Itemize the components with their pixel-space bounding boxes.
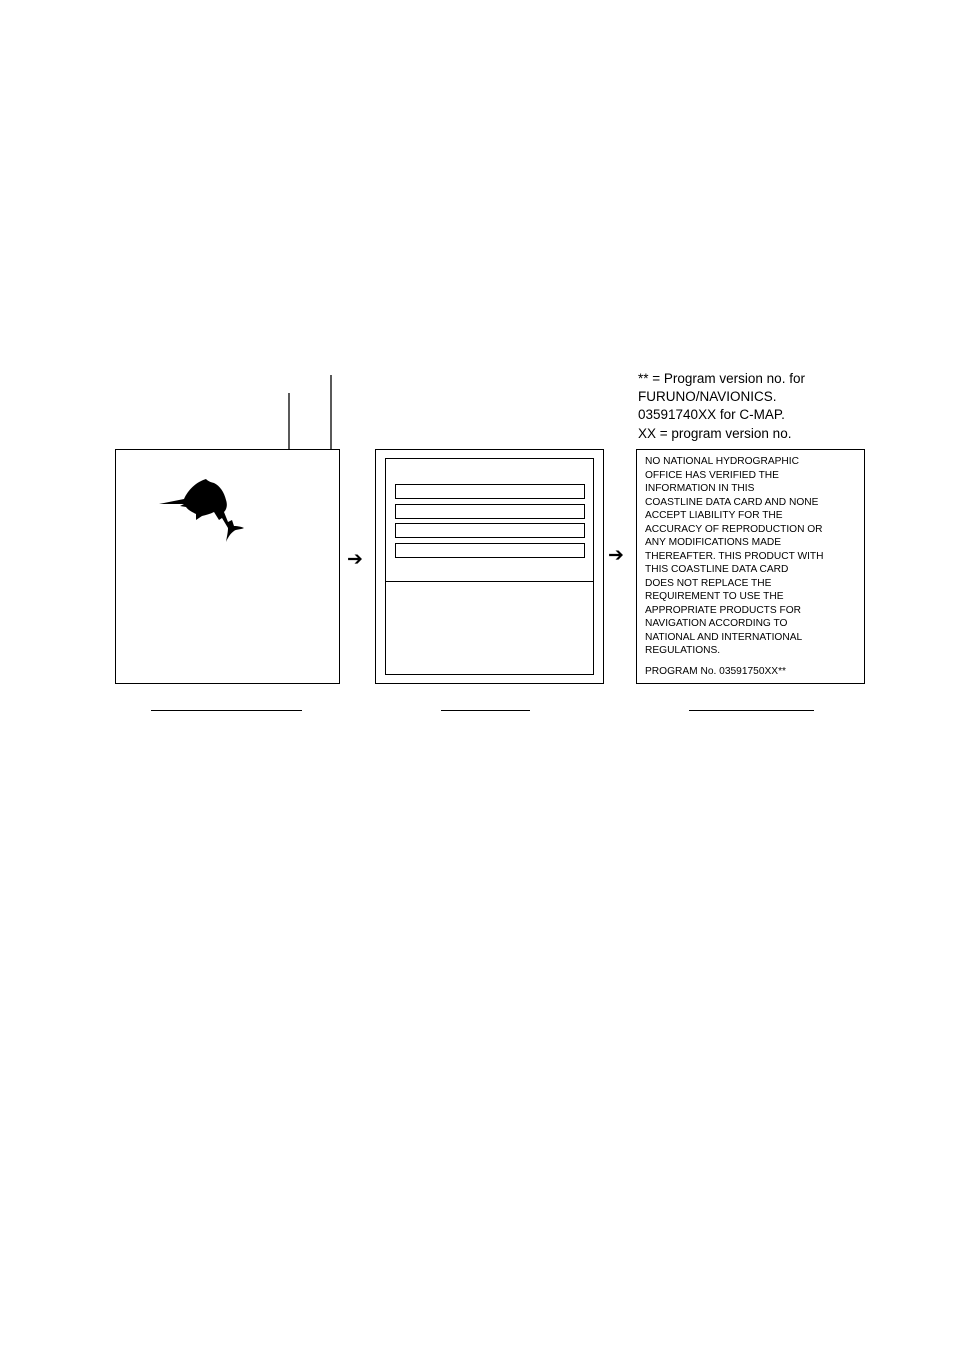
disclaimer-line: ACCEPT LIABILITY FOR THE [645,510,783,521]
sailfish-logo-icon [116,450,341,685]
next-step-arrow-icon: ➔ [347,548,363,570]
disclaimer-line: REQUIREMENT TO USE THE [645,591,784,602]
disclaimer-line: OFFICE HAS VERIFIED THE [645,469,779,481]
note-line: FURUNO/NAVIONICS. [638,389,777,405]
note-line: 03591740XX for C-MAP. [638,407,785,423]
startup-logo-screen [115,449,340,684]
disclaimer-text [645,455,860,658]
disclaimer-line: ANY MODIFICATIONS MADE [645,537,782,548]
disclaimer-line: NO NATIONAL HYDROGRAPHIC [645,456,799,467]
disclaimer-line: DOES NOT REPLACE THE [645,577,772,589]
program-version-note [638,370,868,443]
disclaimer-line: REGULATIONS. [645,645,721,656]
disclaimer-line: COASTLINE DATA CARD AND NONE [645,496,819,508]
menu-frame [385,458,594,675]
menu-divider [386,581,593,582]
caption-underline-1 [151,710,302,711]
disclaimer-line: ACCURACY OF REPRODUCTION OR [645,523,823,535]
disclaimer-line: APPROPRIATE PRODUCTS FOR [645,604,802,616]
next-step-arrow-icon: ➔ [608,544,624,566]
disclaimer-line: NAVIGATION ACCORDING TO [645,618,788,629]
menu-bar-4 [395,543,585,558]
disclaimer-line: INFORMATION IN THIS [645,483,755,494]
disclaimer-screen [636,449,865,684]
disclaimer-line: THIS COASTLINE DATA CARD [645,564,789,575]
caption-underline-3 [689,710,814,711]
disclaimer-line: NATIONAL AND INTERNATIONAL [645,631,803,643]
caption-underline-2 [441,710,530,711]
menu-bar-1 [395,484,585,499]
menu-bar-2 [395,504,585,519]
menu-screen [375,449,604,684]
note-line: ** = Program version no. for [638,371,805,386]
disclaimer-line: THEREAFTER. THIS PRODUCT WITH [645,550,824,562]
note-line: XX = program version no. [638,425,792,441]
program-number: PROGRAM No. 03591750XX** [645,666,786,677]
menu-bar-3 [395,523,585,538]
